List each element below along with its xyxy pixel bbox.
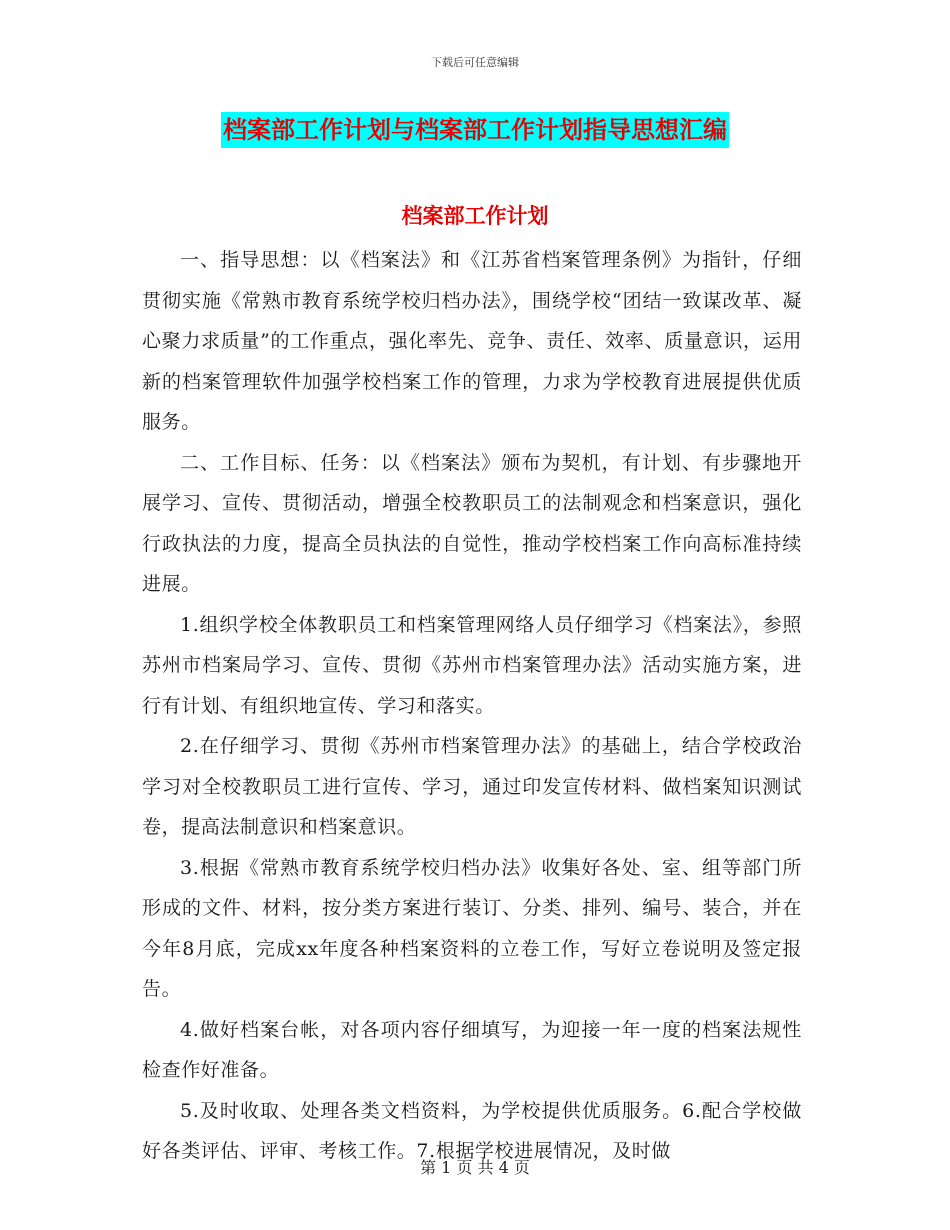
document-body xyxy=(142,240,802,1172)
section-title: 档案部工作计划 xyxy=(401,204,549,228)
paragraph-item-1: 1.组织学校全体教职员工和档案管理网络人员仔细学习《档案法》，参照苏州市档案局学习、宣传、贯彻《苏州市档案管理办法》活动实施方案，进行有计划、有组织地宣传、学习和落实。 xyxy=(142,613,802,717)
paragraph-item-3: 3.根据《常熟市教育系统学校归档办法》收集好各处、室、组等部门所形成的文件、材料，按分类方案进行装订、分类、排列、编号、装合，并在今年8月底，完成xx年度各种档案资料的立卷工作，写好立卷说明及签定报告。 xyxy=(142,856,802,1000)
document-title-container xyxy=(0,112,950,148)
paragraph-item-4: 4.做好档案台帐，对各项内容仔细填写，为迎接一年一度的档案法规性检查作好准备。 xyxy=(142,1018,802,1081)
paragraph-item-5-7: 5.及时收取、处理各类文档资料，为学校提供优质服务。6.配合学校做好各类评估、评审、考核工作。7.根据学校进展情况，及时做 xyxy=(142,1099,802,1162)
page-header: 下载后可任意编辑 xyxy=(431,56,519,69)
paragraph-item-2: 2.在仔细学习、贯彻《苏州市档案管理办法》的基础上，结合学校政治学习对全校教职员工进行宣传、学习，通过印发宣传材料、做档案知识测试卷，提高法制意识和档案意识。 xyxy=(142,735,802,838)
paragraph-goals-tasks: 二、工作目标、任务：以《档案法》颁布为契机，有计划、有步骤地开展学习、宣传、贯彻活动，增强全校教职员工的法制观念和档案意识，强化行政执法的力度，提高全员执法的自觉性，推动学校档案工作向高标准持续进展。 xyxy=(142,451,802,595)
paragraph-guiding-thought: 一、指导思想：以《档案法》和《江苏省档案管理条例》为指针，仔细贯彻实施《常熟市教育系统学校归档办法》，围绕学校“团结一致谋改革、凝心聚力求质量”的工作重点，强化率先、竞争、责任、效率、质量意识，运用新的档案管理软件加强学校档案工作的管理，力求为学校教育进展提供优质服务。 xyxy=(142,249,802,433)
document-title: 档案部工作计划与档案部工作计划指导思想汇编 xyxy=(221,112,729,148)
page-footer: 第 1 页 共 4 页 xyxy=(420,1158,530,1177)
